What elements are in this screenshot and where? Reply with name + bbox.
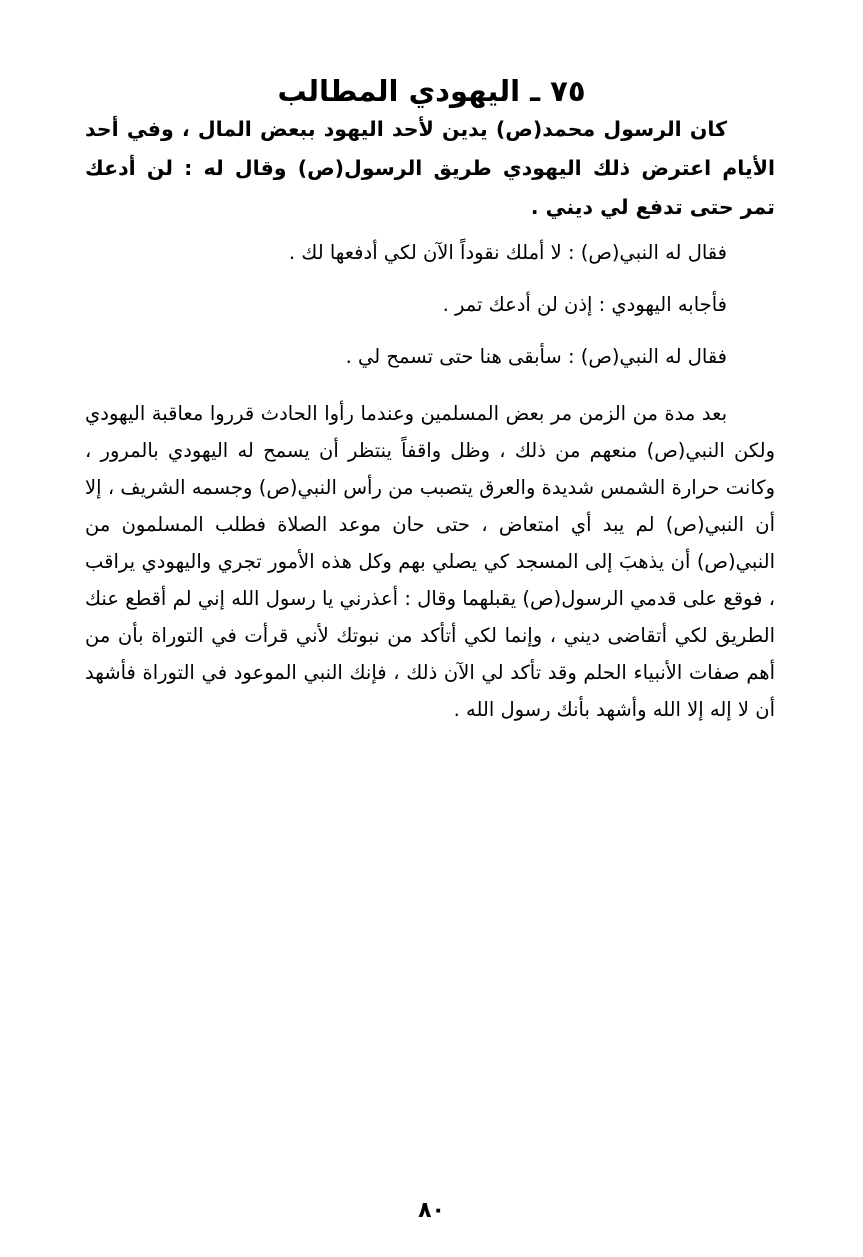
paragraph-spacer [85, 383, 775, 395]
page-title: ٧٥ ـ اليهودي المطالب [277, 74, 586, 109]
page-number: ٨٠ [418, 1198, 445, 1223]
dialogue-line-prophet-1: فقال له النبي(ص) : لا أملك نقوداً الآن لكي أدفعها لك . [288, 241, 727, 264]
intro-paragraph: كان الرسول محمد(ص) يدين لأحد اليهود ببعض المال ، وفي أحد الأيام اعترض ذلك اليهودي طريق الرسول(ص) وقال له : لن أدعك تمر حتى تدفع لي ديني . [85, 117, 775, 219]
story-paragraph: بعد مدة من الزمن مر بعض المسلمين وعندما رأوا الحادث قرروا معاقبة اليهودي ولكن النبي(ص) منعهم من ذلك ، وظل واقفاً ينتظر أن يسمح له اليهودي بالمرور ، وكانت حرارة الشمس شديدة والعرق يتصبب من رأس النبي(ص) وجسمه الشريف ، إلا أن النبي(ص) لم يبد أي امتعاض ، حتى حان موعد الصلاة فطلب المسلمون من النبي(ص) أن يذهبَ إلى المسجد كي يصلي بهم وكل هذه الأمور تجري واليهودي يراقب ، فوقع على قدمي الرسول(ص) يقبلهما وقال : أعذرني يا رسول الله إني لم أقطع عنك الطريق لكي أتقاضى ديني ، وإنما لكي أتأكد من نبوتك لأني قرأت في التوراة بأن من أهم صفات الأنبياء الحلم وقد تأكد لي الآن ذلك ، فإنك النبي الموعود في التوراة فأشهد أن لا إله إلا الله وأشهد بأنك رسول الله . [85, 402, 775, 721]
dialogue-line-prophet-2: فقال له النبي(ص) : سأبقى هنا حتى تسمح لي . [345, 345, 727, 368]
dialogue-line-jew: فأجابه اليهودي : إذن لن أدعك تمر . [442, 293, 727, 316]
story-body [85, 110, 775, 728]
